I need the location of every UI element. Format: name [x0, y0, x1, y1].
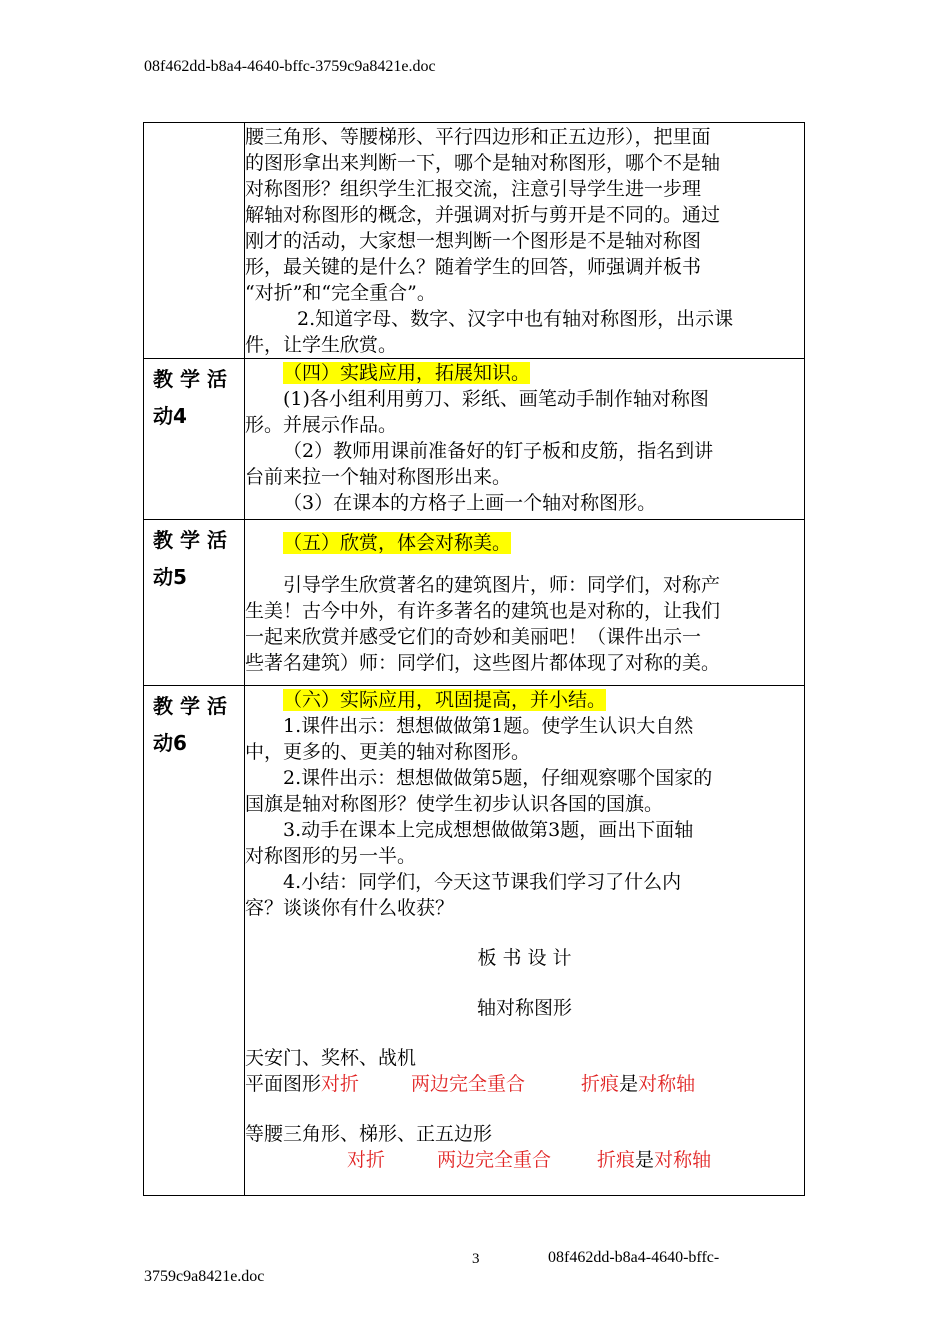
table-row	[144, 123, 805, 359]
board-design-title: 板 书 设 计	[477, 947, 572, 969]
activity-label-line1: 教学活	[153, 528, 234, 552]
table-row	[144, 359, 805, 520]
text-line: 形，最关键的是什么？随着学生的回答，师强调并板书	[245, 256, 702, 278]
crease-text: 折痕	[597, 1149, 636, 1171]
label-cell	[144, 686, 245, 1196]
text-line: 对称图形？组织学生汇报交流，注意引导学生进一步理	[245, 178, 702, 200]
text-line: 中，更多的、更美的轴对称图形。	[245, 741, 531, 763]
crease-text: 折痕	[581, 1073, 620, 1095]
text-line: 些著名建筑）师：同学们，这些图片都体现了对称的美。	[245, 652, 721, 674]
label-cell	[144, 359, 245, 520]
board-group2-items: 等腰三角形、梯形、正五边形	[245, 1123, 493, 1145]
board-design-subtitle: 轴对称图形	[476, 997, 572, 1019]
text-line: 台前来拉一个轴对称图形出来。	[245, 466, 512, 488]
text-line: 解轴对称图形的概念，并强调对折与剪开是不同的。通过	[245, 204, 721, 226]
activity-label-line1: 教学活	[153, 367, 234, 391]
section-heading: （六）实际应用，巩固提高，并小结。	[283, 689, 607, 711]
text-line: 2.知道字母、数字、汉字中也有轴对称图形，出示课	[297, 308, 734, 330]
section-heading: （四）实践应用，拓展知识。	[283, 362, 531, 384]
text-line: 对称图形的另一半。	[245, 845, 417, 867]
text-line: 2.课件出示：想想做做第5题，仔细观察哪个国家的	[283, 767, 713, 789]
content-cell	[245, 123, 805, 359]
content-cell	[245, 686, 805, 1196]
text-line: （2）教师用课前准备好的钉子板和皮筋，指名到讲	[283, 440, 714, 462]
table-row	[144, 520, 805, 686]
section-heading: （五）欣赏，体会对称美。	[283, 532, 512, 554]
text-line: 的图形拿出来判断一下，哪个是轴对称图形，哪个不是轴	[245, 152, 721, 174]
header-doc-name: 08f462dd-b8a4-4640-bffc-3759c9a8421e.doc	[144, 58, 436, 75]
text-line: 4.小结：同学们，今天这节课我们学习了什么内	[283, 871, 682, 893]
board-group1-prefix: 平面图形	[245, 1073, 322, 1095]
text-line: 引导学生欣赏著名的建筑图片，师：同学们，对称产	[283, 574, 721, 596]
activity-label-line2: 动5	[153, 565, 187, 589]
text-line: 容？谈谈你有什么收获？	[245, 897, 455, 919]
text-line: （3）在课本的方格子上画一个轴对称图形。	[283, 492, 657, 514]
axis-text: 对称轴	[638, 1073, 696, 1095]
text-line: 1.课件出示：想想做做第1题。使学生认识大自然	[283, 715, 694, 737]
activity-label-line2: 动6	[153, 731, 187, 755]
footer-doc-name-part2: 3759c9a8421e.doc	[144, 1268, 265, 1285]
fold-text: 对折	[347, 1149, 386, 1171]
text-line: 形。并展示作品。	[245, 414, 398, 436]
lesson-table	[143, 122, 805, 1196]
text-line: 3.动手在课本上完成想想做做第3题，画出下面轴	[283, 819, 694, 841]
footer-doc-name-part1: 08f462dd-b8a4-4640-bffc-	[548, 1249, 720, 1266]
text-line: 国旗是轴对称图形？使学生初步认识各国的国旗。	[245, 793, 664, 815]
text-line: “对折”和“完全重合”。	[245, 282, 436, 304]
coincide-text: 两边完全重合	[411, 1073, 526, 1095]
text-line: 刚才的活动，大家想一想判断一个图形是不是轴对称图	[245, 230, 702, 252]
fold-text: 对折	[321, 1073, 360, 1095]
axis-text: 对称轴	[654, 1149, 712, 1171]
text-line: 一起来欣赏并感受它们的奇妙和美丽吧！（课件出示一	[245, 626, 702, 648]
label-cell-empty	[144, 123, 245, 359]
board-group2-line	[245, 1147, 804, 1195]
board-group1-line	[245, 1071, 804, 1097]
coincide-text: 两边完全重合	[437, 1149, 552, 1171]
label-cell	[144, 520, 245, 686]
is-text: 是	[635, 1149, 655, 1171]
activity-label-line1: 教学活	[153, 694, 234, 718]
content-cell	[245, 520, 805, 686]
is-text: 是	[619, 1073, 639, 1095]
page-number: 3	[472, 1251, 480, 1267]
text-line: 腰三角形、等腰梯形、平行四边形和正五边形），把里面	[245, 126, 711, 148]
content-cell	[245, 359, 805, 520]
text-line: 生美！古今中外，有许多著名的建筑也是对称的，让我们	[245, 600, 721, 622]
activity-label-line2: 动4	[153, 404, 187, 428]
text-line: (1)各小组利用剪刀、彩纸、画笔动手制作轴对称图	[283, 388, 709, 410]
text-line: 件，让学生欣赏。	[245, 334, 398, 356]
board-group1-items: 天安门、奖杯、战机	[245, 1047, 417, 1069]
table-row	[144, 686, 805, 1196]
